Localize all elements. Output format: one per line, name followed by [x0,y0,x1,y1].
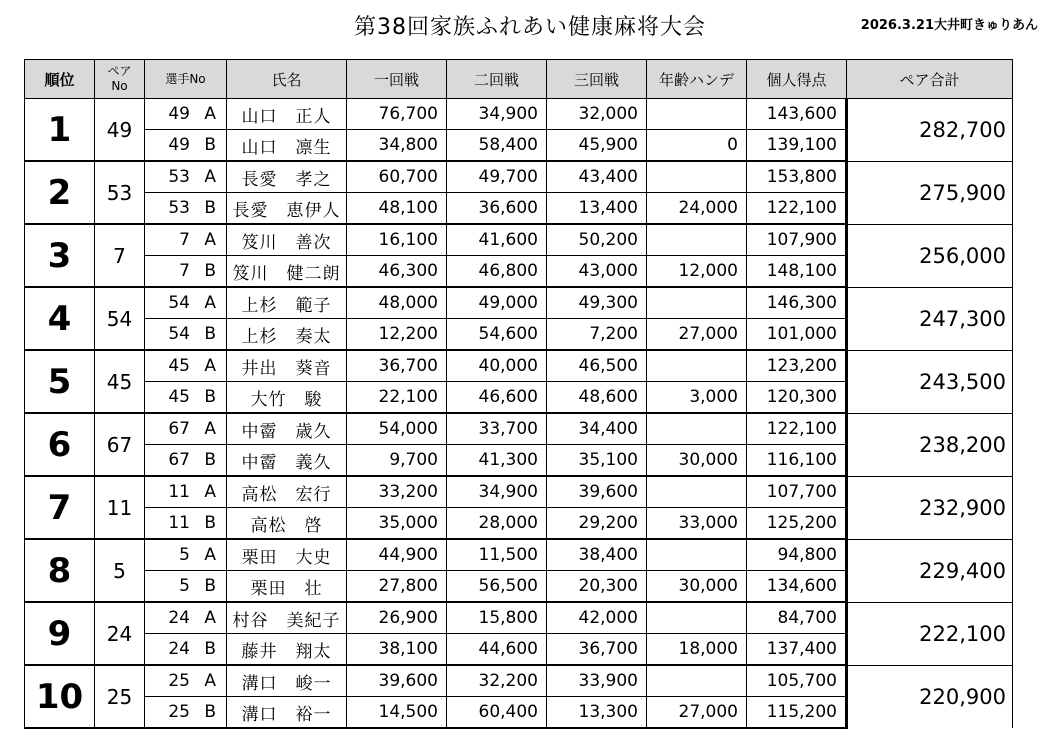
player-name-cell: 中霤 歳久 [227,413,347,445]
page-title: 第38回家族ふれあい健康麻将大会 [354,15,706,40]
round3-cell: 7,200 [547,319,647,351]
round2-cell: 46,600 [447,382,547,414]
pair-no-cell: 7 [95,224,145,287]
player-no-cell [145,634,227,666]
round2-cell: 28,000 [447,508,547,540]
personal-score-cell: 125,200 [747,508,847,540]
round3-cell: 13,400 [547,193,647,225]
round3-cell: 34,400 [547,413,647,445]
round2-cell: 36,600 [447,193,547,225]
player-name-cell: 高松 啓 [227,508,347,540]
player-no: 25 [168,702,190,722]
pair-total-cell: 275,900 [847,161,1013,224]
personal-score-cell: 120,300 [747,382,847,414]
player-no: 25 [168,671,190,691]
table-row [25,476,1013,508]
player-no-cell [145,697,227,729]
player-name-cell: 長愛 孝之 [227,161,347,193]
rank-cell: 7 [25,476,95,539]
personal-score-cell: 123,200 [747,350,847,382]
personal-score-cell: 153,800 [747,161,847,193]
header-name: 氏名 [227,60,347,99]
player-no: 45 [168,387,190,407]
round2-cell: 56,500 [447,571,547,603]
personal-score-cell: 139,100 [747,130,847,162]
round3-cell: 33,900 [547,665,647,697]
round3-cell: 43,400 [547,161,647,193]
round1-cell: 39,600 [347,665,447,697]
round2-cell: 34,900 [447,476,547,508]
header-pair-line2: No [111,79,128,93]
round2-cell: 40,000 [447,350,547,382]
player-ab: B [204,261,216,281]
age-handicap-cell: 18,000 [647,634,747,666]
player-no-cell [145,319,227,351]
round1-cell: 48,100 [347,193,447,225]
round2-cell: 58,400 [447,130,547,162]
round1-cell: 34,800 [347,130,447,162]
age-handicap-cell: 27,000 [647,697,747,729]
player-no: 45 [168,356,190,376]
player-no-cell [145,287,227,319]
player-ab: B [204,702,216,722]
pair-total-cell: 256,000 [847,224,1013,287]
player-name-cell: 山口 凛生 [227,130,347,162]
round3-cell: 49,300 [547,287,647,319]
pair-no-cell: 25 [95,665,145,728]
round3-cell: 50,200 [547,224,647,256]
round3-cell: 20,300 [547,571,647,603]
personal-score-cell: 137,400 [747,634,847,666]
age-handicap-cell: 30,000 [647,445,747,477]
round3-cell: 29,200 [547,508,647,540]
player-no: 67 [168,450,190,470]
player-ab: B [204,387,216,407]
table-row [25,99,1013,130]
player-ab: A [204,419,216,439]
player-ab: B [204,135,216,155]
player-no-cell [145,130,227,162]
player-no-cell [145,665,227,697]
age-handicap-cell [647,476,747,508]
round3-cell: 46,500 [547,350,647,382]
round1-cell: 9,700 [347,445,447,477]
round1-cell: 22,100 [347,382,447,414]
table-row [25,350,1013,382]
header-round1: 一回戦 [347,60,447,99]
round2-cell: 54,600 [447,319,547,351]
pair-no-cell: 67 [95,413,145,476]
age-handicap-cell: 33,000 [647,508,747,540]
round1-cell: 12,200 [347,319,447,351]
header-row [25,60,1013,99]
header-pair-no [95,60,145,99]
player-name-cell: 藤井 翔太 [227,634,347,666]
round1-cell: 60,700 [347,161,447,193]
personal-score-cell: 116,100 [747,445,847,477]
round1-cell: 14,500 [347,697,447,729]
age-handicap-cell [647,99,747,130]
round1-cell: 48,000 [347,287,447,319]
pair-no-cell: 53 [95,161,145,224]
player-name-cell: 山口 正人 [227,99,347,130]
rank-cell: 4 [25,287,95,350]
round2-cell: 41,300 [447,445,547,477]
player-ab: B [204,324,216,344]
player-name-cell: 上杉 奏太 [227,319,347,351]
player-ab: A [204,230,216,250]
header-player-no: 選手No [145,60,227,99]
rank-cell: 3 [25,224,95,287]
round3-cell: 42,000 [547,602,647,634]
round1-cell: 54,000 [347,413,447,445]
table-row [25,161,1013,193]
round3-cell: 35,100 [547,445,647,477]
player-name-cell: 高松 宏行 [227,476,347,508]
player-no-cell [145,161,227,193]
round1-cell: 35,000 [347,508,447,540]
pair-no-cell: 54 [95,287,145,350]
player-no-cell [145,476,227,508]
player-ab: A [204,545,216,565]
round3-cell: 36,700 [547,634,647,666]
age-handicap-cell: 27,000 [647,319,747,351]
player-name-cell: 長愛 恵伊人 [227,193,347,225]
player-no-cell [145,445,227,477]
player-ab: A [204,293,216,313]
player-ab: A [204,608,216,628]
round1-cell: 38,100 [347,634,447,666]
rank-cell: 9 [25,602,95,665]
age-handicap-cell: 3,000 [647,382,747,414]
results-table [24,59,1013,729]
personal-score-cell: 101,000 [747,319,847,351]
round1-cell: 44,900 [347,539,447,571]
pair-no-cell: 24 [95,602,145,665]
event-date-venue: 2026.3.21大井町きゅりあん [860,18,1038,33]
round1-cell: 46,300 [347,256,447,288]
header-pair-line1: ペア [107,64,132,78]
player-no: 54 [168,293,190,313]
player-no-cell [145,413,227,445]
player-no-cell [145,571,227,603]
age-handicap-cell [647,539,747,571]
personal-score-cell: 84,700 [747,602,847,634]
rank-cell: 8 [25,539,95,602]
table-row [25,665,1013,697]
pair-total-cell: 222,100 [847,602,1013,665]
round3-cell: 43,000 [547,256,647,288]
round2-cell: 49,700 [447,161,547,193]
age-handicap-cell [647,161,747,193]
table-row [25,413,1013,445]
header-rank: 順位 [25,60,95,99]
rank-cell: 2 [25,161,95,224]
round1-cell: 36,700 [347,350,447,382]
round1-cell: 27,800 [347,571,447,603]
pair-no-cell: 49 [95,99,145,162]
player-no: 67 [168,419,190,439]
player-name-cell: 栗田 大史 [227,539,347,571]
player-no: 54 [168,324,190,344]
round2-cell: 46,800 [447,256,547,288]
round2-cell: 15,800 [447,602,547,634]
player-ab: A [204,104,216,124]
personal-score-cell: 134,600 [747,571,847,603]
personal-score-cell: 146,300 [747,287,847,319]
header-pair-total: ペア合計 [847,60,1013,99]
player-no: 24 [168,608,190,628]
player-no-cell [145,224,227,256]
player-no: 7 [179,230,190,250]
pair-total-cell: 282,700 [847,99,1013,162]
player-no-cell [145,382,227,414]
personal-score-cell: 105,700 [747,665,847,697]
header-age-handicap: 年齢ハンデ [647,60,747,99]
round1-cell: 76,700 [347,99,447,130]
age-handicap-cell [647,665,747,697]
player-name-cell: 栗田 壮 [227,571,347,603]
age-handicap-cell [647,350,747,382]
player-ab: A [204,356,216,376]
round2-cell: 60,400 [447,697,547,729]
personal-score-cell: 115,200 [747,697,847,729]
personal-score-cell: 107,900 [747,224,847,256]
round2-cell: 33,700 [447,413,547,445]
round3-cell: 45,900 [547,130,647,162]
player-name-cell: 溝口 峻一 [227,665,347,697]
pair-no-cell: 5 [95,539,145,602]
age-handicap-cell [647,602,747,634]
player-no: 5 [179,576,190,596]
table-row [25,224,1013,256]
round3-cell: 13,300 [547,697,647,729]
personal-score-cell: 122,100 [747,193,847,225]
age-handicap-cell: 0 [647,130,747,162]
player-no: 49 [168,104,190,124]
header-personal-score: 個人得点 [747,60,847,99]
player-no-cell [145,256,227,288]
round2-cell: 41,600 [447,224,547,256]
player-ab: B [204,513,216,533]
round3-cell: 39,600 [547,476,647,508]
table-row [25,602,1013,634]
player-no: 7 [179,261,190,281]
age-handicap-cell: 24,000 [647,193,747,225]
player-ab: A [204,167,216,187]
pair-total-cell: 229,400 [847,539,1013,602]
round2-cell: 11,500 [447,539,547,571]
round2-cell: 32,200 [447,665,547,697]
player-no: 53 [168,198,190,218]
rank-cell: 5 [25,350,95,413]
round2-cell: 44,600 [447,634,547,666]
player-name-cell: 井出 葵音 [227,350,347,382]
rank-cell: 10 [25,665,95,728]
personal-score-cell: 107,700 [747,476,847,508]
personal-score-cell: 94,800 [747,539,847,571]
pair-total-cell: 243,500 [847,350,1013,413]
player-no: 24 [168,639,190,659]
player-name-cell: 溝口 裕一 [227,697,347,729]
player-name-cell: 笈川 健二朗 [227,256,347,288]
personal-score-cell: 143,600 [747,99,847,130]
rank-cell: 6 [25,413,95,476]
player-name-cell: 上杉 範子 [227,287,347,319]
table-row [25,287,1013,319]
round1-cell: 33,200 [347,476,447,508]
age-handicap-cell [647,224,747,256]
round3-cell: 32,000 [547,99,647,130]
player-name-cell: 村谷 美紀子 [227,602,347,634]
player-ab: B [204,639,216,659]
rank-cell: 1 [25,99,95,162]
player-name-cell: 大竹 駿 [227,382,347,414]
personal-score-cell: 122,100 [747,413,847,445]
pair-total-cell: 232,900 [847,476,1013,539]
age-handicap-cell [647,287,747,319]
pair-no-cell: 11 [95,476,145,539]
header-round2: 二回戦 [447,60,547,99]
player-ab: B [204,198,216,218]
results-body [25,99,1013,729]
round1-cell: 16,100 [347,224,447,256]
player-no: 5 [179,545,190,565]
player-no-cell [145,508,227,540]
player-ab: A [204,671,216,691]
table-row [25,539,1013,571]
round1-cell: 26,900 [347,602,447,634]
player-no: 53 [168,167,190,187]
round3-cell: 38,400 [547,539,647,571]
round2-cell: 34,900 [447,99,547,130]
player-no-cell [145,99,227,130]
player-ab: B [204,450,216,470]
player-no: 11 [168,482,190,502]
player-ab: A [204,482,216,502]
age-handicap-cell: 30,000 [647,571,747,603]
player-no-cell [145,350,227,382]
pair-total-cell: 247,300 [847,287,1013,350]
player-no-cell [145,539,227,571]
pair-total-cell: 220,900 [847,665,1013,728]
player-no: 11 [168,513,190,533]
player-name-cell: 中霤 義久 [227,445,347,477]
player-no-cell [145,193,227,225]
round3-cell: 48,600 [547,382,647,414]
player-name-cell: 笈川 善次 [227,224,347,256]
player-no: 49 [168,135,190,155]
header-round3: 三回戦 [547,60,647,99]
personal-score-cell: 148,100 [747,256,847,288]
pair-total-cell: 238,200 [847,413,1013,476]
pair-no-cell: 45 [95,350,145,413]
round2-cell: 49,000 [447,287,547,319]
age-handicap-cell [647,413,747,445]
age-handicap-cell: 12,000 [647,256,747,288]
player-no-cell [145,602,227,634]
player-ab: B [204,576,216,596]
